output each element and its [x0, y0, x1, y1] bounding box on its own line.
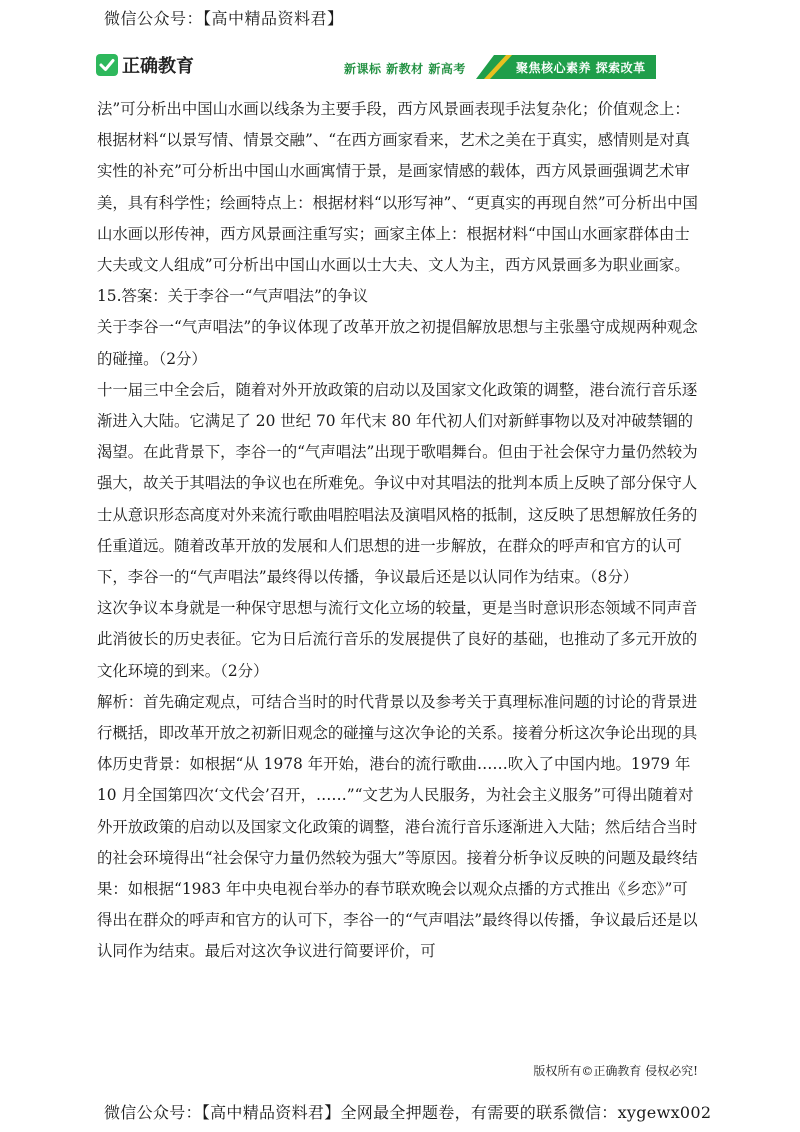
- slogan-banner: [476, 55, 656, 79]
- analysis-paragraph: 解析：首先确定观点，可结合当时的时代背景以及参考关于真理标准问题的讨论的背景进行概括，即改革开放之初新旧观念的碰撞与这次争论的关系。接着分析这次争论出现的具体历史背景：如根据“从 1978 年开始，港台的流行歌曲……吹入了中国内地。1979 年 10 月全国第四次‘文代会’召开，……”“文艺为人民服务，为社会主义服务”可得出随着对外开放政策的启动以及国家文化政策的调整，港台流行音乐逐渐进入大陆；然后结合当时的社会环境得出“社会保守力量仍然较为强大”等原因。接着分析争议反映的问题及最终结果：如根据“1983 年中央电视台举办的春节联欢晚会以观众点播的方式推出《乡恋》”可得出在群众的呼声和官方的认可下，李谷一的“气声唱法”最终得以传播，争议最后还是以认同作为结束。最后对这次争议进行简要评价，可: [97, 692, 698, 961]
- slogan-right: 聚焦核心素养 探索改革: [516, 61, 646, 75]
- paragraph: 这次争议本身就是一种保守思想与流行文化立场的较量，更是当时意识形态领域不同声音此消彼长的历史表征。它为日后流行音乐的发展提供了良好的基础，也推动了多元开放的文化环境的到来。（2分）: [97, 599, 698, 680]
- copyright-notice: 版权所有©正确教育 侵权必究!: [533, 1064, 698, 1078]
- paragraph: 十一届三中全会后，随着对外开放政策的启动以及国家文化政策的调整，港台流行音乐逐渐进入大陆。它满足了 20 世纪 70 年代末 80 年代初人们对新鲜事物以及对冲破禁锢的渴望。在此背景下，李谷一的“气声唱法”出现于歌唱舞台。但由于社会保守力量仍然较为强大，故关于其唱法的争议也在所难免。争议中对其唱法的批判本质上反映了部分保守人士从意识形态高度对外来流行歌曲唱腔唱法及演唱风格的抵制，这反映了思想解放任务的任重道远。随着改革开放的发展和人们思想的进一步解放，在群众的呼声和官方的认可下，李谷一的“气声唱法”最终得以传播，争议最后还是以认同作为结束。（8分）: [97, 380, 698, 587]
- checkmark-icon: [96, 54, 118, 76]
- wechat-header-text: 微信公众号：【高中精品资料君】: [104, 9, 344, 28]
- paragraph: 法”可分析出中国山水画以线条为主要手段，西方风景画表现手法复杂化；价值观念上：根据材料“以景写情、情景交融”、“在西方画家看来，艺术之美在于真实，感情则是对真实性的补充”可分析出中国山水画寓情于景，是画家情感的载体，西方风景画强调艺术审美，具有科学性；绘画特点上：根据材料“以形写神”、“更真实的再现自然”可分析出中国山水画以形传神，西方风景画注重写实；画家主体上：根据材料“中国山水画家群体由士大夫或文人组成”可分析出中国山水画以士大夫、文人为主，西方风景画多为职业画家。: [97, 100, 698, 275]
- answer-heading: 15.答案：关于李谷一“气声唱法”的争议: [97, 287, 369, 306]
- document-body: [97, 94, 703, 968]
- slogan-left: 新课标 新教材 新高考: [344, 62, 466, 76]
- wechat-footer-text: 微信公众号：【高中精品资料君】全网最全押题卷，有需要的联系微信：xygewx002: [104, 1103, 712, 1122]
- brand-header: [96, 52, 656, 82]
- paragraph: 关于李谷一“气声唱法”的争议体现了改革开放之初提倡解放思想与主张墨守成规两种观念的碰撞。（2分）: [97, 318, 698, 368]
- brand-logo: [96, 52, 194, 78]
- logo-text: 正确教育: [122, 56, 194, 77]
